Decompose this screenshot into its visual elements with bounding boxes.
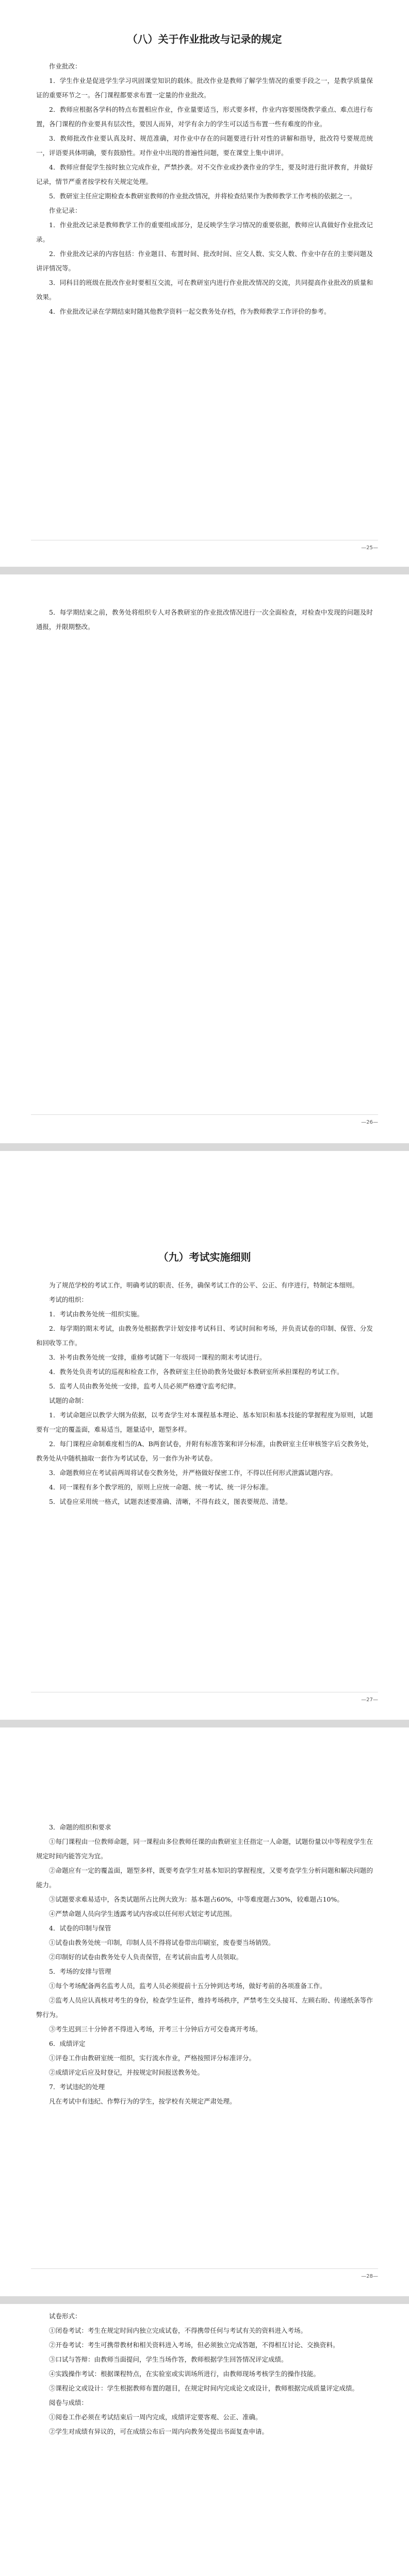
paragraph: ②命题应有一定的覆盖面，题型多样，既要考查学生对基本知识的掌握程度，又要考查学生分析问题和解决问题的能力。 [36,1867,373,1889]
paragraph: 5．试卷应采用统一格式，试题表述要准确、清晰，不得有歧义，图表要规范、清楚。 [49,1498,292,1505]
paragraph: 3．补考由教务处统一安排，重修考试随下一年级同一课程的期末考试进行。 [49,1353,266,1361]
paragraph: ①每个考场配备两名监考人员，监考人员必须提前十五分钟到达考场，做好考前的各项准备工作。 [49,1982,326,1990]
paragraph: ②学生对成绩有异议的，可在成绩公布后一周内向教务处提出书面复查申请。 [49,2428,269,2435]
paragraph: 作业记录： [49,207,81,214]
paragraph: 2．每门课程应命制难度相当的A、B两套试卷，并附有标准答案和评分标准，由教研室主任审核签字后交教务处，教务处从中随机抽取一套作为考试试卷，另一套作为补考试卷。 [36,1440,373,1462]
paragraph: 考试的组织： [49,1296,88,1303]
page-body [36,59,373,319]
paragraph: ③口试与答辩：由教师当面提问，学生当场作答，教师根据学生回答情况评定成绩。 [49,2355,288,2363]
page-number: —25— [361,545,378,551]
paragraph: 2．教师应根据各学科的特点布置相应作业，作业量要适当，形式要多样，作业内容要围绕教学重点、难点进行布置，各门课程的作业要具有层次性，要因人而异，对学有余力的学生可以适当布置一些有难度的作业。 [36,106,373,128]
paragraph: 7．考试违纪的处理 [49,2083,105,2091]
paragraph: ②成绩评定后应及时登记，并按规定时间报送教务处。 [49,2069,204,2076]
document-page-4 [0,1727,409,2296]
section-title-9: （九）考试实施细则 [158,1251,251,1263]
paragraph: ②印制好的试卷由教务处专人负责保管，在考试前由监考人员领取。 [49,1953,243,1961]
paragraph: ③试题要求难易适中，各类试题所占比例大致为：基本题占60%，中等难度题占30%，较难题占10%。 [49,1895,343,1903]
page-body [36,1278,373,1509]
page-number: —26— [361,1120,378,1125]
paragraph: ④严禁命题人员向学生透露考试内容或以任何形式划定考试范围。 [49,1910,236,1918]
paragraph: 凡在考试中有违纪、作弊行为的学生，按学校有关规定严肃处理。 [49,2097,236,2105]
paragraph: 3．教师批改作业要认真及时、规范准确，对作业中存在的问题要进行针对性的讲解和指导，批改符号要规范统一，评语要具体明确，要有鼓励性。对作业中出现的普遍性问题，要在课堂上集中讲评。 [36,134,373,157]
document-page-3 [0,1151,409,1720]
paragraph: 为了规范学校的考试工作，明确考试的职责、任务，确保考试工作的公平、公正、有序进行，特制定本细则。 [49,1281,359,1289]
paragraph: 5．每学期结束之前，教务处将组织专人对各教研室的作业批改情况进行一次全面检查，对检查中发现的问题及时通报，并限期整改。 [36,608,373,631]
paragraph: ①阅卷工作必须在考试结束后一周内完成，成绩评定要客观、公正、准确。 [49,2413,262,2421]
paragraph: 5．教研室主任应定期检查本教研室教师的作业批改情况，并将检查结果作为教师教学工作考核的依据之一。 [49,192,356,200]
paragraph: 试题的命制： [49,1397,88,1404]
page-number: —28— [361,2274,378,2279]
paragraph: 1．考试命题应以教学大纲为依据，以考查学生对本课程基本理论、基本知识和基本技能的掌握程度为原则，试题要有一定的覆盖面，难易适当，题量适中，题型多样。 [36,1411,373,1433]
paragraph: 2．每学期的期末考试，由教务处根据教学计划安排考试科目、考试时间和考场，并负责试卷的印制、保管、分发和回收等工作。 [36,1325,373,1347]
paragraph: ①闭卷考试：考生在规定时间内独立完成试卷，不得携带任何与考试有关的资料进入考场。 [49,2327,307,2334]
page-number: —27— [361,1697,378,1703]
paragraph: 1．考试由教务处统一组织实施。 [49,1310,143,1318]
paragraph: 4．教务处负责考试的巡视和检查工作，各教研室主任协助教务处做好本教研室所承担课程的考试工作。 [49,1368,343,1376]
paragraph: 3．同科目的班级在批改作业时要相互交流，可在教研室内进行作业批改情况的交流，共同提高作业批改的质量和效果。 [36,279,373,301]
page-body [36,1727,373,2109]
document-page-1 [0,0,409,567]
paragraph: 4．同一课程有多个教学班的，原则上应统一命题、统一考试、统一评分标准。 [49,1483,272,1491]
footer-divider [31,1114,378,1115]
paragraph: 1．作业批改记录是教师教学工作的重要组成部分，是反映学生学习情况的重要依据，教师应认真做好作业批改记录。 [36,221,373,243]
paragraph: 试卷形式： [49,2312,81,2320]
paragraph: 5．监考人员由教务处统一安排，监考人员必须严格遵守监考纪律。 [49,1382,240,1390]
paragraph: ⑤课程论文或设计：学生根据教师布置的题目，在规定时间内完成论文或设计，教师根据完成质量评定成绩。 [49,2384,359,2392]
paragraph: 4．试卷的印制与保管 [49,1924,111,1932]
paragraph: 5．考场的安排与管理 [49,1968,111,1975]
paragraph: ④实践操作考试：根据课程特点，在实验室或实训场所进行，由教师现场考核学生的操作技能。 [49,2370,320,2378]
paragraph: ③考生迟到三十分钟者不得进入考场，开考三十分钟后方可交卷离开考场。 [49,2025,262,2033]
document-page-5 [0,2304,409,2576]
section-title-8: （八）关于作业批改与记录的规定 [127,33,282,45]
paragraph: 3．命题教师应在考试前两周将试卷交教务处，并严格做好保密工作，不得以任何形式泄露试题内容。 [49,1469,337,1477]
paragraph: ①评卷工作由教研室统一组织，实行流水作业，严格按照评分标准评分。 [49,2054,256,2062]
paragraph: 阅卷与成绩： [49,2399,88,2406]
paragraph: ①每门课程由一位教师命题，同一课程由多位教师任课的由教研室主任指定一人命题，试题份量以中等程度学生在规定时间内能答完为宜。 [36,1838,373,1860]
page-body [36,574,373,634]
paragraph: ②开卷考试：考生可携带教材和相关资料进入考场，但必须独立完成答题，不得相互讨论、交换资料。 [49,2341,339,2349]
paragraph: 2．作业批改记录的内容包括：作业题目、布置时间、批改时间、应交人数、实交人数、作业中存在的主要问题及讲评情况等。 [36,250,373,272]
section-title-10 [36,2572,373,2576]
paragraph: ②监考人员应认真核对考生的身份，检查学生证件，维持考场秩序，严禁考生交头接耳、左顾右盼、传递纸条等作弊行为。 [36,1996,373,2019]
paragraph: 1．学生作业是促进学生学习巩固课堂知识的载体。批改作业是教师了解学生情况的重要手段之一，是教学质量保证的重要环节之一。各门课程都要求布置一定量的作业批改。 [36,77,373,99]
page-body-top [36,2309,373,2439]
paragraph: ①试卷由教务处统一印制，印制人员不得将试卷带出印刷室，废卷要当场销毁。 [49,1939,275,1946]
footer-divider [31,2268,378,2269]
paragraph: 4．教师应督促学生按时独立完成作业，严禁抄袭。对不交作业或抄袭作业的学生，要及时进行批评教育，并做好记录，情节严重者按学校有关规定处理。 [36,163,373,185]
paragraph: 6．成绩评定 [49,2040,86,2047]
paragraph: 3．命题的组织和要求 [49,1823,111,1831]
document-page-2 [0,574,409,1143]
paragraph: 作业批改： [49,62,81,70]
section-10 [36,2572,373,2576]
paragraph: 4．作业批改记录在学期结束时随其他教学资料一起交教务处存档，作为教师教学工作评价的参考。 [49,308,331,315]
